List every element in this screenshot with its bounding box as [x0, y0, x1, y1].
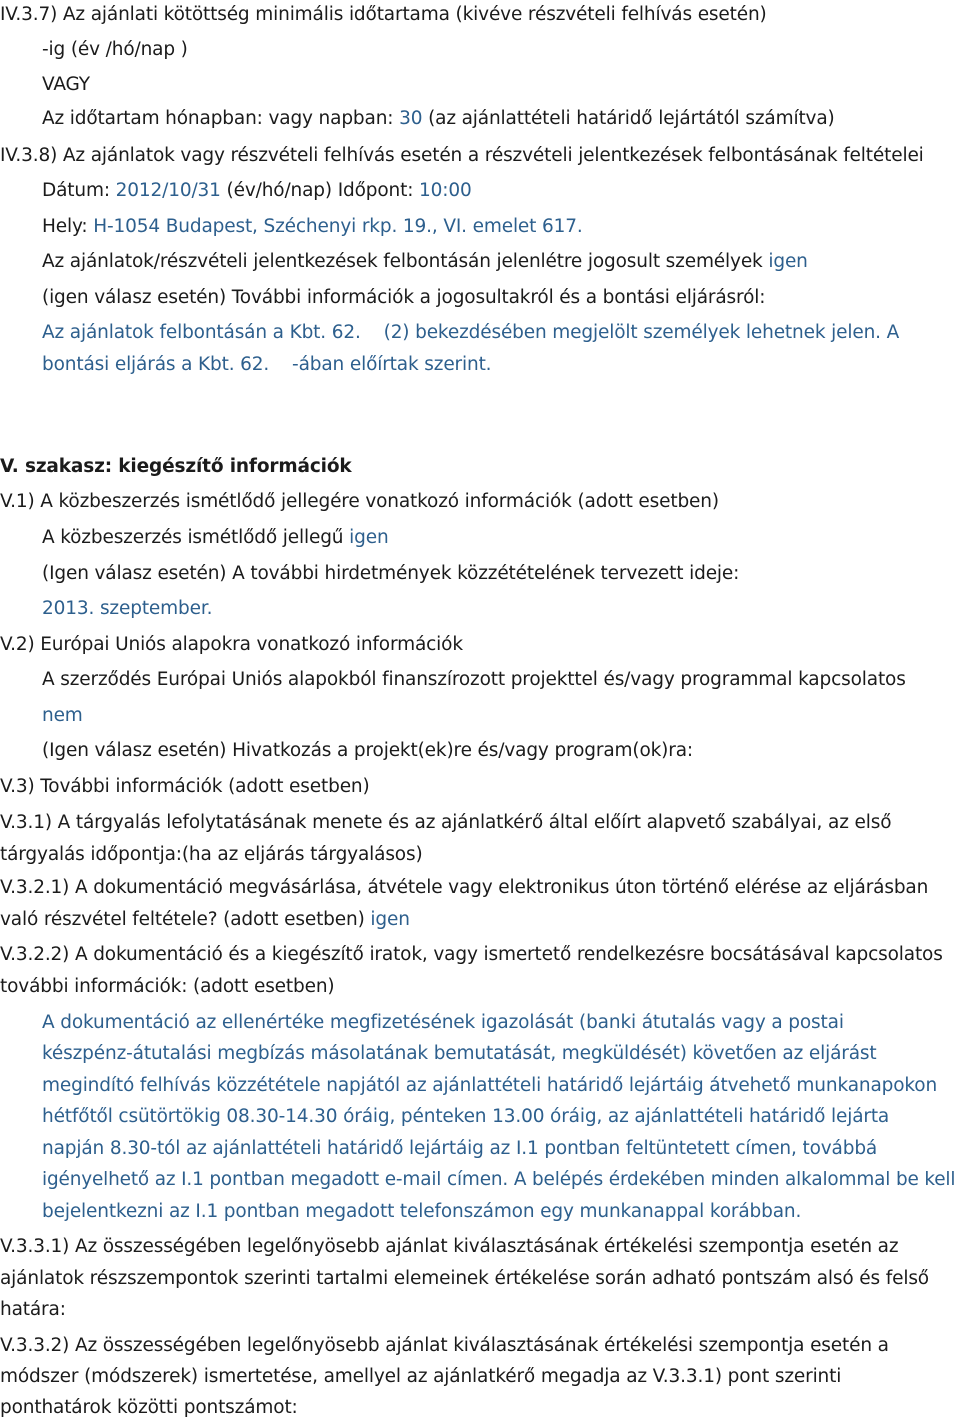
section-v-3-heading: V.3) További információk (adott esetben) — [0, 776, 370, 797]
recurring-label: A közbeszerzés ismétlődő jellegű — [42, 527, 350, 548]
section-v-3-3-1-line-2: ajánlatok részszempontok szerinti tartalmi elemeinek értékelése során adható pontszám alsó és felső — [0, 1268, 929, 1289]
section-iv-3-7-heading: IV.3.7) Az ajánlati kötöttség minimális időtartama (kivéve részvételi felhívás esetén) — [0, 4, 767, 25]
documentation-condition-label: való részvétel feltétele? (adott esetben) — [0, 909, 371, 930]
eu-project-question: (Igen válasz esetén) Hivatkozás a projekt(ek)re és/vagy program(ok)ra: — [42, 740, 693, 761]
place-value: H-1054 Budapest, Széchenyi rkp. 19., VI. emelet 617. — [93, 216, 583, 237]
section-v-3-3-1-line-1: V.3.3.1) Az összességében legelőnyösebb ajánlat kiválasztásának értékelési szempontja esetén az — [0, 1236, 899, 1257]
recurring-line — [42, 526, 389, 550]
section-v-3-3-2-line-2: módszer (módszerek) ismertetése, amellyel az ajánlatkérő megadja az V.3.3.1) pont szerinti — [0, 1366, 842, 1387]
documentation-condition-value: igen — [370, 909, 410, 930]
section-v-3-3-2-line-1: V.3.3.2) Az összességében legelőnyösebb ajánlat kiválasztásának értékelési szempontja esetén a — [0, 1335, 889, 1356]
section-v-2-heading: V.2) Európai Uniós alapokra vonatkozó információk — [0, 634, 463, 655]
duration-suffix: (az ajánlattételi határidő lejártától számítva) — [422, 108, 835, 129]
section-v-3-1-line-2: tárgyalás időpontja:(ha az eljárás tárgyalásos) — [0, 844, 423, 865]
next-notice-question: (Igen válasz esetén) A további hirdetmények közzétételének tervezett ideje: — [42, 563, 740, 584]
persons-line — [42, 250, 808, 274]
documentation-info-line: hétfőtől csütörtökig 08.30-14.30 óráig, pénteken 13.00 óráig, az ajánlattételi határidő lejárta — [42, 1106, 890, 1127]
documentation-info-line: napján 8.30-tól az ajánlattételi határidő lejártáig az I.1 pontban feltüntetett címen, továbbá — [42, 1138, 878, 1159]
eu-funds-value: nem — [42, 705, 83, 726]
section-v-3-2-2-line-2: további információk: (adott esetben) — [0, 976, 335, 997]
date-mid-label: (év/hó/nap) Időpont: — [220, 180, 420, 201]
section-v-3-3-1-line-3: határa: — [0, 1299, 66, 1320]
section-iv-3-8-heading: IV.3.8) Az ajánlatok vagy részvételi felhívás esetén a részvételi jelentkezések felbontásának feltételei — [0, 145, 924, 166]
section-v-3-2-1-line-2 — [0, 908, 410, 932]
eu-funds-label: A szerződés Európai Uniós alapokból finanszírozott projekttel és/vagy programmal kapcsolatos — [42, 669, 906, 690]
section-v-title: V. szakasz: kiegészítő információk — [0, 456, 352, 477]
persons-info-value-line-2: bontási eljárás a Kbt. 62. -ában előírtak szerint. — [42, 354, 492, 375]
date-value: 2012/10/31 — [115, 180, 221, 201]
section-v-3-2-1-line-1: V.3.2.1) A dokumentáció megvásárlása, átvétele vagy elektronikus úton történő elérése az eljárásban — [0, 877, 929, 898]
documentation-info-line: készpénz-átutalási megbízás másolatának bemutatását, megküldését) követően az eljárást — [42, 1043, 877, 1064]
section-v-3-1-line-1: V.3.1) A tárgyalás lefolytatásának menete és az ajánlatkérő által előírt alapvető szabályai, az első — [0, 812, 892, 833]
next-notice-date: 2013. szeptember. — [42, 598, 213, 619]
duration-line — [42, 107, 835, 131]
persons-value: igen — [768, 251, 808, 272]
place-line — [42, 215, 583, 239]
persons-info-label: (igen válasz esetén) További információk a jogosultakról és a bontási eljárásról: — [42, 287, 766, 308]
documentation-info-line: megindító felhívás közzététele napjától az ajánlattételi határidő lejártáig átvehető munkanapokon — [42, 1075, 938, 1096]
section-v-3-2-2-line-1: V.3.2.2) A dokumentáció és a kiegészítő iratok, vagy ismertető rendelkezésre bocsátásával kapcsolatos — [0, 944, 943, 965]
documentation-info-line: bejelentkezni az I.1 pontban megadott telefonszámon egy munkanappal korábban. — [42, 1201, 802, 1222]
documentation-info-line: A dokumentáció az ellenértéke megfizetésének igazolását (banki átutalás vagy a postai — [42, 1012, 844, 1033]
time-value: 10:00 — [419, 180, 472, 201]
documentation-info-line: igényelhető az I.1 pontban megadott e-mail címen. A belépés érdekében minden alkalommal be kell — [42, 1169, 956, 1190]
date-label: Dátum: — [42, 180, 116, 201]
place-label: Hely: — [42, 216, 94, 237]
recurring-value: igen — [349, 527, 389, 548]
persons-label: Az ajánlatok/részvételi jelentkezések felbontásán jelenlétre jogosult személyek — [42, 251, 769, 272]
section-v-3-3-2-line-3: ponthatárok közötti pontszámot: — [0, 1397, 298, 1418]
opening-date-line — [42, 179, 472, 203]
section-v-1-heading: V.1) A közbeszerzés ismétlődő jellegére vonatkozó információk (adott esetben) — [0, 491, 719, 512]
duration-value: 30 — [399, 108, 423, 129]
duration-label: Az időtartam hónapban: vagy napban: — [42, 108, 400, 129]
binding-date-line: -ig (év /hó/nap ) — [42, 39, 188, 60]
or-separator: VAGY — [42, 74, 90, 95]
persons-info-value-line-1: Az ajánlatok felbontásán a Kbt. 62. (2) bekezdésében megjelölt személyek lehetnek jelen. A — [42, 322, 900, 343]
